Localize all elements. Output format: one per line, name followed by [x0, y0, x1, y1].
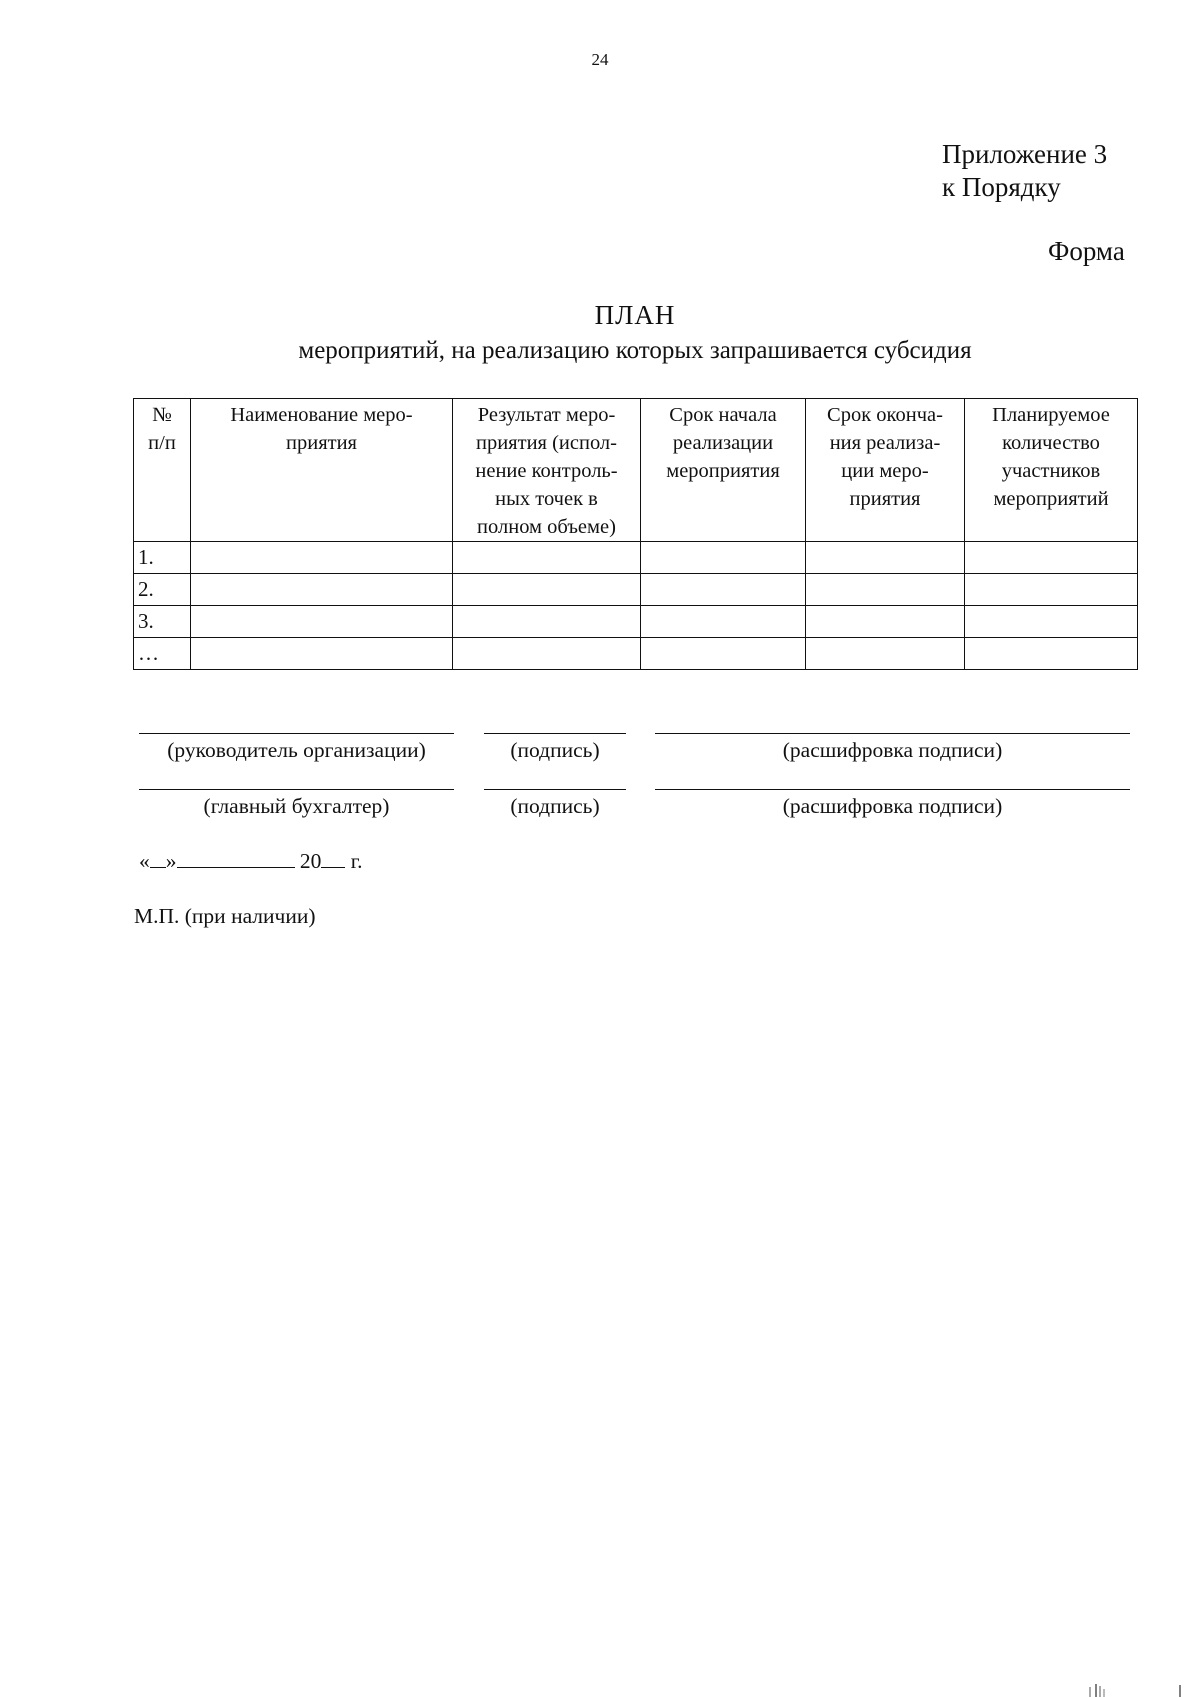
- plan-table: [133, 398, 1138, 670]
- table-cell: [965, 606, 1138, 638]
- year-blank: [321, 849, 345, 868]
- header-line: приятия: [849, 488, 921, 510]
- table-cell: [191, 638, 453, 670]
- table-cell: [191, 606, 453, 638]
- row-number: 1.: [134, 542, 191, 574]
- table-cell: [965, 574, 1138, 606]
- header-end-date: [806, 399, 965, 542]
- date-line: [139, 849, 363, 874]
- accountant-signature-line: [484, 789, 626, 790]
- header-line: ния реализа-: [829, 432, 941, 454]
- header-event-result: [453, 399, 641, 542]
- header-line: приятия: [286, 432, 357, 454]
- header-line: п/п: [148, 432, 176, 454]
- header-line: Наименование меро-: [230, 404, 413, 426]
- header-event-name: [191, 399, 453, 542]
- header-line: участников: [1001, 460, 1101, 482]
- head-role-label: (руководитель организации): [167, 738, 426, 762]
- table-row: [134, 574, 1138, 606]
- table-cell: [806, 606, 965, 638]
- header-line: ции меро-: [841, 460, 929, 482]
- appendix-line-1: Приложение 3: [942, 139, 1108, 169]
- head-signature-line: [139, 733, 454, 734]
- table-cell: [453, 574, 641, 606]
- year-prefix: 20: [299, 849, 322, 873]
- header-start-date: [641, 399, 806, 542]
- header-line: количество: [1002, 432, 1100, 454]
- row-number: 3.: [134, 606, 191, 638]
- table-cell: [453, 542, 641, 574]
- accountant-decoding-label: (расшифровка подписи): [782, 794, 1003, 818]
- accountant-signature-line: [139, 789, 454, 790]
- scan-artifact-marks: [1050, 1683, 1200, 1697]
- table-cell: [641, 606, 806, 638]
- header-line: приятия (испол-: [475, 432, 617, 454]
- header-line: полном объеме): [477, 516, 616, 538]
- row-number: 2.: [134, 574, 191, 606]
- day-blank: [150, 849, 166, 868]
- page-number: 24: [591, 50, 609, 69]
- table-cell: [641, 542, 806, 574]
- head-signature-line: [484, 733, 626, 734]
- header-line: реализации: [672, 432, 774, 454]
- year-suffix: г.: [350, 849, 363, 873]
- head-decoding-label: (расшифровка подписи): [782, 738, 1003, 762]
- header-line: №: [152, 404, 172, 426]
- header-line: ных точек в: [495, 488, 598, 510]
- header-line: Срок начала: [669, 404, 777, 426]
- document-subtitle: мероприятий, на реализацию которых запрашивается субсидия: [298, 337, 972, 364]
- row-number: …: [134, 638, 191, 670]
- header-line: Планируемое: [992, 404, 1110, 426]
- head-signature-label: (подпись): [510, 738, 600, 762]
- table-cell: [453, 638, 641, 670]
- table-cell: [641, 638, 806, 670]
- header-number: [134, 399, 191, 542]
- header-line: нение контроль-: [475, 460, 618, 482]
- table-row: [134, 638, 1138, 670]
- header-line: Срок оконча-: [827, 404, 943, 426]
- month-blank: [177, 849, 295, 868]
- table-cell: [965, 542, 1138, 574]
- date-close-quote: »: [165, 849, 177, 873]
- head-signature-line: [655, 733, 1130, 734]
- table-cell: [806, 542, 965, 574]
- accountant-signature-line: [655, 789, 1130, 790]
- table-header-row: [134, 399, 1138, 542]
- accountant-signature-label: (подпись): [510, 794, 600, 818]
- form-label: Форма: [1048, 236, 1125, 266]
- document-title: ПЛАН: [594, 300, 676, 330]
- table-cell: [965, 638, 1138, 670]
- header-line: Результат меро-: [477, 404, 616, 426]
- accountant-role-label: (главный бухгалтер): [203, 794, 390, 818]
- table-cell: [453, 606, 641, 638]
- appendix-line-2: к Порядку: [942, 172, 1061, 202]
- table-cell: [641, 574, 806, 606]
- date-open-quote: «: [139, 849, 150, 873]
- appendix-reference: [942, 138, 1107, 204]
- header-line: мероприятия: [666, 460, 780, 482]
- table-cell: [191, 542, 453, 574]
- header-line: мероприятий: [993, 488, 1109, 510]
- table-row: [134, 606, 1138, 638]
- table-row: [134, 542, 1138, 574]
- table-cell: [806, 638, 965, 670]
- table-cell: [191, 574, 453, 606]
- stamp-label: М.П. (при наличии): [134, 904, 316, 928]
- table-cell: [806, 574, 965, 606]
- header-participants: [965, 399, 1138, 542]
